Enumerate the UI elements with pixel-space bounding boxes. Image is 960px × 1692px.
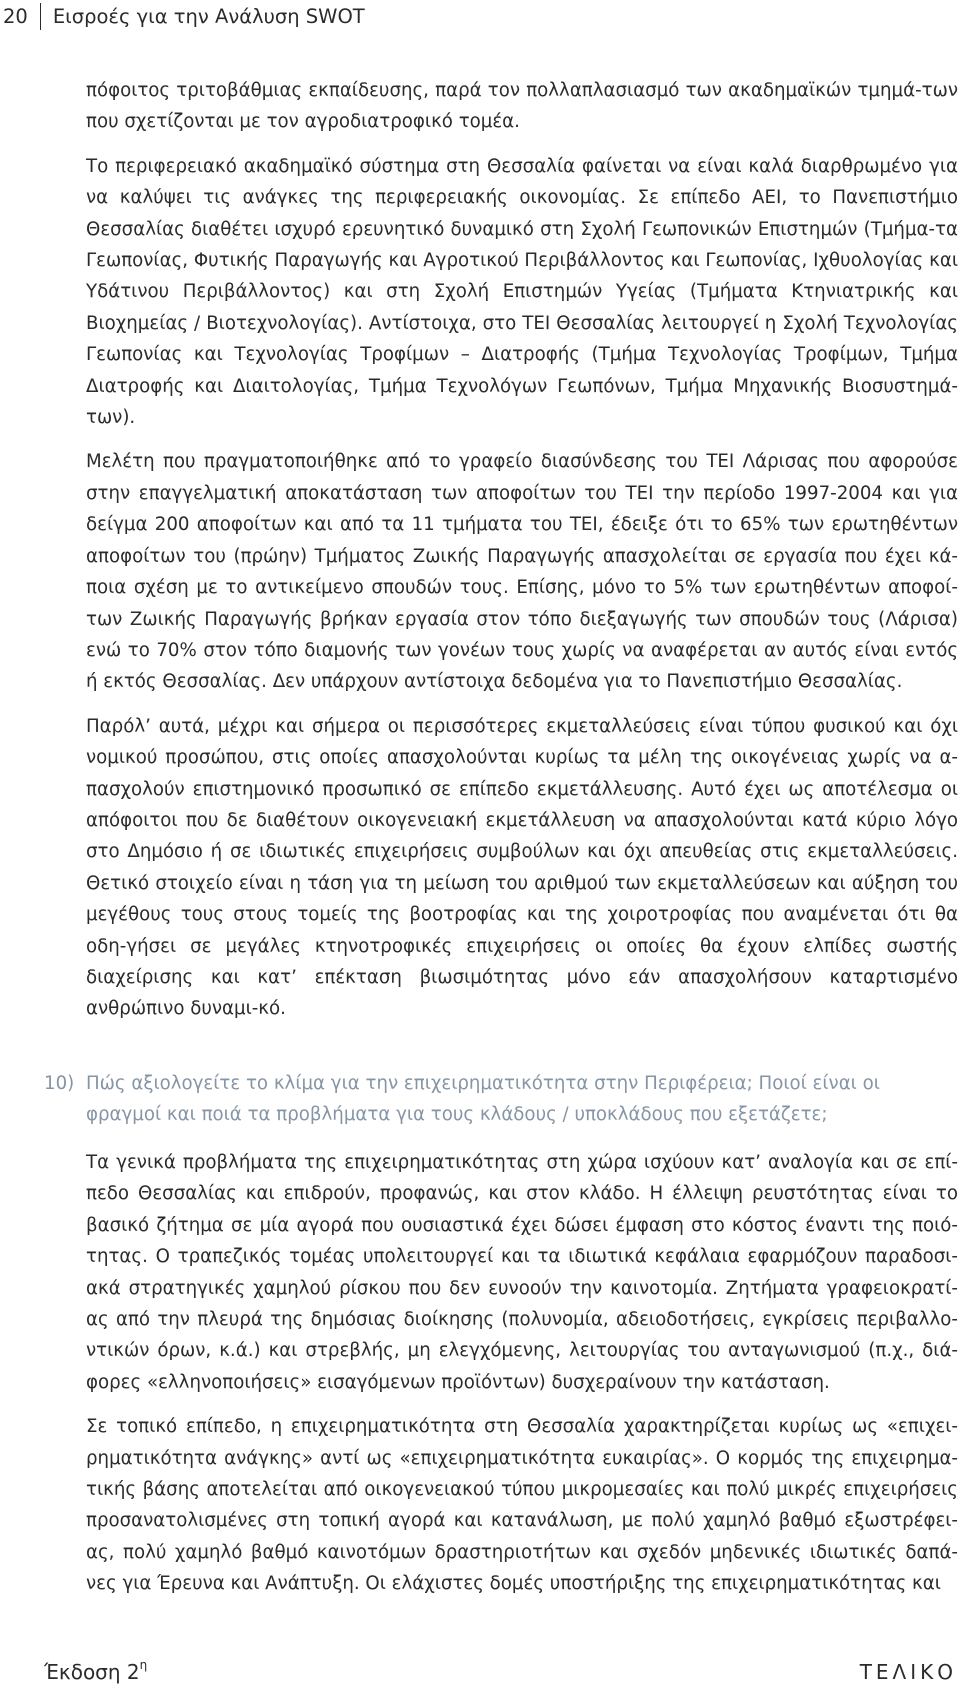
document-status: ΤΕΛΙΚΟ bbox=[859, 1660, 957, 1684]
page-header bbox=[0, 0, 365, 32]
question-text: Πώς αξιολογείτε το κλίμα για την επιχειρηματικότητα στην Περιφέρεια; Ποιοί είναι οι φραγμοί και ποιά τα προβλήματα για τους κλάδους / υποκλάδους που εξετάζετε; bbox=[86, 1073, 880, 1126]
edition-text: Έκδοση 2 bbox=[44, 1660, 140, 1684]
question-heading bbox=[44, 1068, 958, 1131]
paragraph: πόφοιτος τριτοβάθμιας εκπαίδευσης, παρά τον πολλαπλασιασμό των ακαδημαϊκών τμημά-των που σχετίζονται με τον αγροδιατροφικό τομέα. bbox=[86, 80, 958, 133]
question-number: 10) bbox=[44, 1073, 75, 1094]
body-section-1 bbox=[86, 75, 958, 1038]
paragraph: Τα γενικά προβλήματα της επιχειρηματικότητας στη χώρα ισχύουν κατ’ αναλογία και σε επί-πεδο Θεσσαλίας και επιδρούν, προφανώς, και στον κλάδο. Η έλλειψη ρευστότητας είναι το βασικό ζήτημα σε μία αγορά που ουσιαστικά έχει δώσει έμφαση στο κόστος έναντι της ποιό-τητας. Ο τραπεζικός τομέας υπολειτουργεί και τα ιδιωτικά κεφάλαια εφαρμόζουν παραδοσι-ακά στρατηγικές χαμηλού ρίσκου που δεν ευνοούν την καινοτομία. Ζητήματα γραφειοκρατί-ας από την πλευρά της δημόσιας διοίκησης (πολυνομία, αδειοδοτήσεις, εγκρίσεις περιβαλλο-ντικών όρων, κ.ά.) και στρεβλής, μη ελεγχόμενης, λειτουργίας του ανταγωνισμού (π.χ., διά-φορες «ελληνοποιήσεις» εισαγόμενων προϊόντων) δυσχεραίνουν την κατάσταση. bbox=[86, 1152, 958, 1393]
paragraph: Μελέτη που πραγματοποιήθηκε από το γραφείο διασύνδεσης του ΤΕΙ Λάρισας που αφορούσε στην επαγγελματική αποκατάσταση των αποφοίτων του ΤΕΙ την περίοδο 1997-2004 και για δείγμα 200 αποφοίτων και από τα 11 τμήματα του ΤΕΙ, έδειξε ότι το 65% των ερωτηθέντων αποφοίτων του (πρώην) Τμήματος Ζωικής Παραγωγής απασχολείται σε εργασία που έχει κά-ποια σχέση με το αντικείμενο σπουδών τους. Επίσης, μόνο το 5% των ερωτηθέντων αποφοί-των Ζωικής Παραγωγής βρήκαν εργασία στον τόπο διεξαγωγής των σπουδών τους (Λάρισα) ενώ το 70% στον τόπο διαμονής των γονέων τους χωρίς να αναφέρεται αν αυτός είναι εντός ή εκτός Θεσσαλίας. Δεν υπάρχουν αντίστοιχα δεδομένα για το Πανεπιστήμιο Θεσσαλίας. bbox=[86, 451, 958, 693]
page-number: 20 bbox=[3, 4, 28, 28]
edition-label bbox=[44, 1660, 147, 1684]
paragraph: Παρόλ’ αυτά, μέχρι και σήμερα οι περισσότερες εκμεταλλεύσεις είναι τύπου φυσικού και όχι νομικού προσώπου, στις οποίες απασχολούνται κυρίως τα μέλη της οικογένειας χωρίς να α-πασχολούν επιστημονικό προσωπικό σε επίπεδο εκμετάλλευσης. Αυτό έχει ως αποτέλεσμα οι απόφοιτοι που δε διαθέτουν οικογενειακή εκμετάλλευση να απασχολούνται κατά κύριο λόγο στο Δημόσιο ή σε ιδιωτικές επιχειρήσεις συμβούλων και όχι απευθείας στις εκμεταλλεύσεις. Θετικό στοιχείο είναι η τάση για τη μείωση του αριθμού των εκμεταλλεύσεων και αύξηση του μεγέθους τους στους τομείς της βοοτροφίας και της χοιροτροφίας που αναμένεται ότι θα οδη-γήσει σε μεγάλες κτηνοτροφικές επιχειρήσεις οι οποίες θα έχουν ελπίδες σωστής διαχείρισης και κατ’ επέκταση βιωσιμότητας μόνο εάν απασχολήσουν καταρτισμένο ανθρώπινο δυναμι-κό. bbox=[86, 715, 958, 1020]
edition-superscript: η bbox=[139, 1658, 148, 1673]
paragraph: Το περιφερειακό ακαδημαϊκό σύστημα στη Θεσσαλία φαίνεται να είναι καλά διαρθρωμένο για να καλύψει τις ανάγκες της περιφερειακής οικονομίας. Σε επίπεδο ΑΕΙ, το Πανεπιστήμιο Θεσσαλίας διαθέτει ισχυρό ερευνητικό δυναμικό στη Σχολή Γεωπονικών Επιστημών (Τμήμα-τα Γεωπονίας, Φυτικής Παραγωγής και Αγροτικού Περιβάλλοντος και Γεωπονίας, Ιχθυολογίας και Υδάτινου Περιβάλλοντος) και στη Σχολή Επιστημών Υγείας (Τμήματα Κτηνιατρικής και Βιοχημείας / Βιοτεχνολογίας). Αντίστοιχα, στο ΤΕΙ Θεσσαλίας λειτουργεί η Σχολή Τεχνολογίας Γεωπονίας και Τεχνολογίας Τροφίμων – Διατροφής (Τμήμα Τεχνολογίας Τροφίμων, Τμήμα Διατροφής και Διαιτολογίας, Τμήμα Τεχνολόγων Γεωπόνων, Τμήμα Μηχανικής Βιοσυστημά-των). bbox=[86, 155, 958, 429]
running-title: Εισροές για την Ανάλυση SWOT bbox=[52, 4, 365, 28]
body-section-2 bbox=[86, 1147, 958, 1613]
page-footer bbox=[0, 1660, 960, 1690]
paragraph: Σε τοπικό επίπεδο, η επιχειρηματικότητα στη Θεσσαλία χαρακτηρίζεται κυρίως ως «επιχει-ρηματικότητα ανάγκης» αντί ως «επιχειρηματικότητα ευκαιρίας». Ο κορμός της επιχειρημα-τικής βάσης αποτελείται από οικογενειακού τύπου μικρομεσαίες και πολύ μικρές επιχειρήσεις προσανατολισμένες στη τοπική αγορά και κατανάλωση, με πολύ χαμηλό βαθμό εξωστρέφει-ας, πολύ χαμηλό βαθμό καινοτόμων δραστηριοτήτων και σχεδόν μηδενικές ιδιωτικές δαπά-νες για Έρευνα και Ανάπτυξη. Οι ελάχιστες δομές υποστήριξης της επιχειρηματικότητας και bbox=[86, 1416, 958, 1595]
